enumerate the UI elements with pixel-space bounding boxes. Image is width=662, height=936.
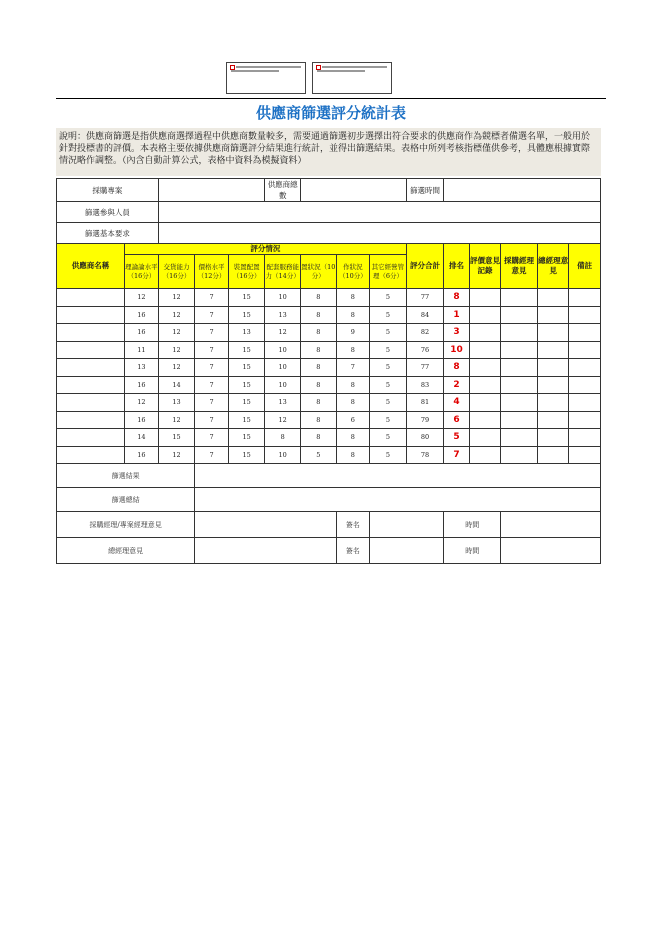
score-cell: 8 [300, 394, 336, 412]
rank-cell: 8 [444, 289, 469, 307]
criterion-header: 價格水平（12分） [195, 255, 229, 289]
page-title: 供應商篩選評分統計表 [255, 104, 406, 122]
general-manager-cell[interactable] [537, 324, 569, 342]
supplier-count-value[interactable] [300, 179, 406, 202]
total-cell: 82 [406, 324, 444, 342]
screen-time-label: 篩選時間 [406, 179, 444, 202]
purchase-manager-cell[interactable] [501, 446, 538, 464]
remark-cell[interactable] [569, 446, 601, 464]
score-cell: 8 [300, 359, 336, 377]
description: 說明：供應商篩選是指供應商選擇過程中供應商數量較多，需要通過篩選初步選擇出符合要求的供應商作為競標者備選名單，一般用於針對投標書的評價。本表格主要依據供應商篩選評分結果進行統計，並得出篩選結果。表格中所列考核指標僅供參考，具體應根據實際情況略作調整。（內含自動計算公式，表格中資料為模擬資料） [56, 128, 601, 176]
score-cell: 5 [370, 376, 407, 394]
table-row [57, 394, 601, 412]
score-cell: 8 [336, 341, 370, 359]
score-cell: 12 [265, 411, 301, 429]
score-cell: 8 [300, 341, 336, 359]
criterion-header: 理論論水平（16分） [125, 255, 159, 289]
score-cell: 7 [195, 394, 229, 412]
criterion-header: 置狀況（10分） [300, 255, 336, 289]
criterion-header: 其它經營管理（6分） [370, 255, 407, 289]
thumbnail-right [312, 62, 392, 94]
supplier-name-cell[interactable] [57, 359, 125, 377]
score-cell: 8 [300, 376, 336, 394]
participants-value[interactable] [158, 202, 600, 223]
criterion-header: 交貨能力（16分） [158, 255, 195, 289]
score-cell: 7 [195, 359, 229, 377]
total-cell: 84 [406, 306, 444, 324]
score-cell: 10 [265, 341, 301, 359]
score-cell: 5 [370, 289, 407, 307]
participants-label: 篩選參與人員 [57, 202, 159, 223]
score-cell: 14 [158, 376, 195, 394]
general-manager-header: 總經理意見 [537, 244, 569, 289]
total-cell: 80 [406, 429, 444, 447]
pm-opinion-value[interactable] [195, 512, 336, 538]
time-label: 時間 [444, 512, 501, 538]
score-cell: 15 [228, 341, 265, 359]
eval-record-cell[interactable] [469, 324, 501, 342]
score-group-header: 評分情況 [125, 244, 407, 255]
score-cell: 7 [336, 359, 370, 377]
gm-opinion-label: 總經理意見 [57, 538, 195, 564]
score-cell: 12 [158, 341, 195, 359]
criterion-header: 裝置配置（16分） [228, 255, 265, 289]
score-cell: 12 [158, 306, 195, 324]
score-cell: 7 [195, 341, 229, 359]
score-cell: 16 [125, 376, 159, 394]
rank-cell: 4 [444, 394, 469, 412]
score-cell: 8 [300, 429, 336, 447]
score-cell: 13 [228, 324, 265, 342]
table-row [57, 446, 601, 464]
score-cell: 13 [265, 306, 301, 324]
result-label: 篩選結果 [57, 464, 195, 488]
score-cell: 10 [265, 446, 301, 464]
supplier-score-table [56, 178, 601, 564]
purchase-manager-cell[interactable] [501, 376, 538, 394]
requirements-label: 篩選基本要求 [57, 223, 159, 244]
screen-time-value[interactable] [444, 179, 601, 202]
general-manager-cell[interactable] [537, 306, 569, 324]
remark-cell[interactable] [569, 376, 601, 394]
rank-cell: 3 [444, 324, 469, 342]
purchase-manager-cell[interactable] [501, 394, 538, 412]
total-cell: 79 [406, 411, 444, 429]
remark-cell[interactable] [569, 341, 601, 359]
result-value[interactable] [195, 464, 601, 488]
total-cell: 77 [406, 359, 444, 377]
project-value[interactable] [158, 179, 265, 202]
purchase-manager-cell[interactable] [501, 306, 538, 324]
remark-cell[interactable] [569, 324, 601, 342]
purchase-manager-cell[interactable] [501, 411, 538, 429]
score-cell: 9 [336, 324, 370, 342]
pm-time-value[interactable] [501, 512, 601, 538]
rank-header: 排名 [444, 244, 469, 289]
purchase-manager-cell[interactable] [501, 359, 538, 377]
score-cell: 7 [195, 306, 229, 324]
eval-record-cell[interactable] [469, 289, 501, 307]
supplier-name-cell[interactable] [57, 429, 125, 447]
score-cell: 5 [370, 359, 407, 377]
general-manager-cell[interactable] [537, 446, 569, 464]
score-cell: 15 [228, 446, 265, 464]
table-row [57, 429, 601, 447]
score-cell: 5 [370, 341, 407, 359]
supplier-name-cell[interactable] [57, 411, 125, 429]
gm-signature-value[interactable] [370, 538, 444, 564]
supplier-name-cell[interactable] [57, 394, 125, 412]
score-cell: 10 [265, 376, 301, 394]
score-cell: 8 [300, 289, 336, 307]
score-cell: 16 [125, 411, 159, 429]
supplier-name-cell[interactable] [57, 376, 125, 394]
remark-cell[interactable] [569, 429, 601, 447]
supplier-name-header: 供應商名稱 [57, 244, 125, 289]
rank-cell: 6 [444, 411, 469, 429]
project-label: 採購專案 [57, 179, 159, 202]
score-cell: 15 [228, 289, 265, 307]
score-cell: 8 [300, 411, 336, 429]
score-cell: 8 [336, 429, 370, 447]
score-cell: 8 [300, 324, 336, 342]
score-cell: 12 [158, 411, 195, 429]
score-cell: 7 [195, 376, 229, 394]
eval-record-header: 評價意見記錄 [469, 244, 501, 289]
eval-record-cell[interactable] [469, 376, 501, 394]
rank-cell: 7 [444, 446, 469, 464]
general-manager-cell[interactable] [537, 429, 569, 447]
score-cell: 16 [125, 446, 159, 464]
remark-cell[interactable] [569, 359, 601, 377]
general-manager-cell[interactable] [537, 289, 569, 307]
table-row [57, 306, 601, 324]
score-cell: 10 [265, 289, 301, 307]
score-cell: 7 [195, 446, 229, 464]
supplier-name-cell[interactable] [57, 446, 125, 464]
score-cell: 12 [158, 289, 195, 307]
score-cell: 13 [125, 359, 159, 377]
rank-cell: 5 [444, 429, 469, 447]
supplier-name-cell[interactable] [57, 289, 125, 307]
supplier-name-cell[interactable] [57, 341, 125, 359]
eval-record-cell[interactable] [469, 359, 501, 377]
rank-cell: 10 [444, 341, 469, 359]
supplier-name-cell[interactable] [57, 324, 125, 342]
criterion-header: 配套服務能力（14分） [265, 255, 301, 289]
supplier-name-cell[interactable] [57, 306, 125, 324]
purchase-manager-cell[interactable] [501, 341, 538, 359]
total-cell: 76 [406, 341, 444, 359]
score-cell: 12 [125, 289, 159, 307]
score-cell: 15 [228, 306, 265, 324]
table-row [57, 411, 601, 429]
total-header: 評分合計 [406, 244, 444, 289]
score-cell: 11 [125, 341, 159, 359]
requirements-value[interactable] [158, 223, 600, 244]
score-cell: 8 [336, 306, 370, 324]
score-cell: 7 [195, 429, 229, 447]
score-cell: 12 [265, 324, 301, 342]
score-cell: 5 [370, 324, 407, 342]
score-cell: 7 [195, 411, 229, 429]
score-cell: 16 [125, 324, 159, 342]
score-cell: 13 [158, 394, 195, 412]
score-cell: 15 [158, 429, 195, 447]
gm-opinion-value[interactable] [195, 538, 336, 564]
pm-opinion-label: 採購經理/專案經理意見 [57, 512, 195, 538]
eval-record-cell[interactable] [469, 446, 501, 464]
time-label: 時間 [444, 538, 501, 564]
summary-label: 篩選總結 [57, 488, 195, 512]
eval-record-cell[interactable] [469, 394, 501, 412]
score-cell: 15 [228, 411, 265, 429]
eval-record-cell[interactable] [469, 341, 501, 359]
score-cell: 10 [265, 359, 301, 377]
signature-label: 簽名 [336, 538, 370, 564]
purchase-manager-cell[interactable] [501, 289, 538, 307]
rank-cell: 8 [444, 359, 469, 377]
remark-cell[interactable] [569, 394, 601, 412]
table-row [57, 289, 601, 307]
general-manager-cell[interactable] [537, 394, 569, 412]
score-cell: 8 [336, 394, 370, 412]
signature-label: 簽名 [336, 512, 370, 538]
criterion-header: 作狀況（10分） [336, 255, 370, 289]
score-cell: 15 [228, 359, 265, 377]
score-cell: 16 [125, 306, 159, 324]
score-cell: 5 [370, 429, 407, 447]
table-row [57, 324, 601, 342]
table-row [57, 341, 601, 359]
gm-time-value[interactable] [501, 538, 601, 564]
score-cell: 7 [195, 324, 229, 342]
eval-record-cell[interactable] [469, 306, 501, 324]
total-cell: 81 [406, 394, 444, 412]
general-manager-cell[interactable] [537, 341, 569, 359]
score-cell: 5 [300, 446, 336, 464]
score-cell: 12 [125, 394, 159, 412]
score-cell: 7 [195, 289, 229, 307]
score-cell: 15 [228, 394, 265, 412]
score-cell: 6 [336, 411, 370, 429]
score-cell: 8 [300, 306, 336, 324]
score-cell: 5 [370, 446, 407, 464]
score-cell: 5 [370, 411, 407, 429]
table-row [57, 359, 601, 377]
score-cell: 15 [228, 376, 265, 394]
table-row [57, 376, 601, 394]
score-cell: 5 [370, 306, 407, 324]
score-cell: 8 [265, 429, 301, 447]
score-cell: 12 [158, 359, 195, 377]
score-cell: 13 [265, 394, 301, 412]
purchase-manager-header: 採購經理意見 [501, 244, 538, 289]
purchase-manager-cell[interactable] [501, 429, 538, 447]
rank-cell: 1 [444, 306, 469, 324]
total-cell: 83 [406, 376, 444, 394]
score-cell: 12 [158, 324, 195, 342]
score-cell: 8 [336, 376, 370, 394]
score-cell: 14 [125, 429, 159, 447]
score-cell: 8 [336, 289, 370, 307]
general-manager-cell[interactable] [537, 376, 569, 394]
general-manager-cell[interactable] [537, 359, 569, 377]
score-cell: 5 [370, 394, 407, 412]
supplier-count-label: 供應商總數 [265, 179, 301, 202]
purchase-manager-cell[interactable] [501, 324, 538, 342]
remark-cell[interactable] [569, 306, 601, 324]
remark-cell[interactable] [569, 289, 601, 307]
total-cell: 78 [406, 446, 444, 464]
remark-cell[interactable] [569, 411, 601, 429]
pm-signature-value[interactable] [370, 512, 444, 538]
remark-header: 備註 [569, 244, 601, 289]
summary-value[interactable] [195, 488, 601, 512]
thumbnail-left [226, 62, 306, 94]
score-cell: 12 [158, 446, 195, 464]
header-rule [56, 98, 606, 99]
eval-record-cell[interactable] [469, 411, 501, 429]
general-manager-cell[interactable] [537, 411, 569, 429]
total-cell: 77 [406, 289, 444, 307]
score-cell: 15 [228, 429, 265, 447]
score-cell: 8 [336, 446, 370, 464]
eval-record-cell[interactable] [469, 429, 501, 447]
rank-cell: 2 [444, 376, 469, 394]
